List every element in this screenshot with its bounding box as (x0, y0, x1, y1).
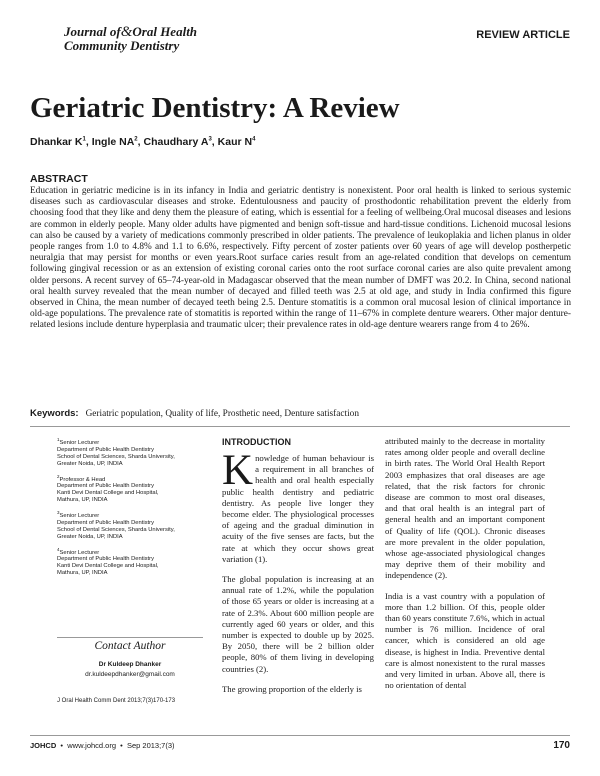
keywords-text: Geriatric population, Quality of life, Prosthetic need, Denture satisfaction (85, 409, 359, 419)
paragraph: attributed mainly to the decrease in mortality rates among older people and overall decline in birth rates. The World Oral Health Report 2003 emphasizes that oral diseases are age related, that the risk factors for chronic disease are common to most oral diseases, and that oral health is an integral part of general health and an important component of Quality of life (QOL). Chronic diseases are more prevalent in the older population, whose age-associated physiological changes may deprive them of their mobility and independence (2). (385, 436, 545, 581)
affiliation-line: School of Dental Sciences, Sharda University, (57, 526, 175, 533)
contact-heading: Contact Author (94, 640, 166, 652)
affiliation-sup: 4 (57, 546, 60, 552)
footer-issue: Sep 2013;7(3) (126, 741, 175, 750)
affiliation (57, 510, 203, 541)
journal-ampersand: & (120, 24, 133, 40)
affiliation-sup: 1 (57, 437, 60, 442)
author: Ingle NA (91, 136, 135, 148)
article-title: Geriatric Dentistry: A Review (30, 92, 400, 124)
paragraph: India is a vast country with a population of more than 1.2 billion. Of this, people older than 60 years constitute 7.6%, which in actual number is 76 million. Incidence of oral cancer, which is considered an old age disease, is highest in India. Preventive dental care is almost nonexistent to the rural masses and very limited in urban. Above all, there is no orientation of dental (385, 590, 545, 691)
journal-name-part: Journal of (64, 24, 121, 39)
affiliation-line: Department of Public Health Dentistry (57, 446, 154, 453)
paragraph: The global population is increasing at an annual rate of 1.2%, while the population of those 65 years or older is increasing at a rate of 2.3%. About 600 million people are currently aged 60 years or older, and this number is expected to double up by 2025. By 2050, there will be 2 billion older people, 80% of them living in developing countries (2). (222, 574, 374, 674)
affiliation-line: Department of Public Health Dentistry (57, 556, 154, 563)
keywords (30, 408, 575, 420)
footer: JOHCD • www.johcd.org • Sep 2013;7(3) (30, 741, 175, 750)
body-column-1 (222, 447, 374, 704)
journal-name-part: Oral Health (132, 24, 198, 39)
author: Dhankar K (30, 136, 83, 148)
affiliation (57, 437, 203, 468)
author: Chaudhary A (143, 136, 209, 148)
affiliation (57, 474, 203, 505)
affiliation-line: School of Dental Sciences, Sharda University, (57, 453, 175, 460)
affiliation-sup: 2 (57, 473, 60, 479)
citation: J Oral Health Comm Dent 2013;7(3)170-173 (57, 698, 176, 704)
affiliation-line: Department of Public Health Dentistry (57, 519, 154, 526)
affiliation-line: Kanti Devi Dental College and Hospital, (57, 490, 159, 497)
affiliation-line: Greater Noida, UP, INDIA (57, 533, 123, 540)
page-number: 170 (553, 740, 570, 751)
body-column-2 (385, 436, 545, 700)
affiliation-role: Senior Lecturer (59, 439, 100, 446)
affiliation-line: Mathura, UP, INDIA (57, 497, 108, 504)
affiliation-line: Kanti Devi Dental College and Hospital, (57, 563, 159, 570)
abstract-heading: ABSTRACT (30, 173, 88, 185)
journal-name-line2: Community Dentistry (64, 38, 180, 53)
author: Kaur N (217, 136, 253, 148)
affiliation-role: Professor & Head (59, 476, 106, 483)
author-sup: 3 (208, 136, 212, 143)
affiliation-line: Greater Noida, UP, INDIA (57, 460, 123, 467)
author-sup: 4 (252, 136, 256, 143)
affiliation-line: Department of Public Health Dentistry (57, 483, 154, 490)
drop-cap: K (222, 447, 254, 494)
author-sup: 2 (134, 136, 138, 143)
article-type: REVIEW ARTICLE (476, 29, 570, 41)
journal-logo (64, 25, 197, 53)
affiliation-sup: 3 (57, 510, 60, 516)
paragraph: The growing proportion of the elderly is (222, 683, 362, 694)
affiliation (57, 547, 203, 578)
affiliation-role: Senior Lecturer (59, 513, 100, 520)
author-list: Dhankar $K^1$, Ingle $NA^2$, Chaudhary $A^3$, Kaur $N^4$ (30, 136, 256, 148)
abstract-text: Education in geriatric medicine is in its infancy in India and geriatric dentistry is nonexistent. Poor oral health is linked to serious systemic diseases such as cardiovascular diseases and stroke. Edentulousness and paucity of prosthodontic rehabilitation prevent the elderly from choosing food that they like and deny them the pleasure of eating, which is essential for a feeling of wellbeing.Oral mucosal diseases and lesions are common in elderly people. Many older adults have pigmented and benign soft-tissue and hard-tissue conditions. Lichenoid mucosal lesions can also be caused by a variety of medications commonly prescribed in older patients. The prevalence of leukoplakia and lichen planus in older people ranges from 1.0 to 4.8% and 1.1 to 6.6%, respectively. Fifty percent of zoster patients over 60 years of age will develop postherpetic neuralgia that may persist for months or even years.Root surface caries result from an age-related condition that develops on cementum following gingival recession or as an extension of existing coronal caries onto the root surface coronal caries are also quite prevalent among older persons. A recent survey of 65–74-year-old in Madagascar observed that the mean number of DMFT was 20.2. In China, second national oral health survey revealed that the mean number of decayed and filled teeth was 2.5 at old age, and study in India confirmed this figure observed in China, the mean number of decayed teeth being 2.5. Denture stomatitis is a common oral mucosal lesion of clinical importance in old-age populations. The prevalence rate of stomatitis is reported within the range of 11–67% in complete denture wearers. Other major denture-related lesions include denture hyperplasia and traumatic ulcer; their prevalence rates in old-age denture wearers range from 4 to 26%. (30, 186, 571, 331)
intro-heading: INTRODUCTION (222, 437, 291, 447)
affiliation-role: Senior Lecturer (59, 549, 100, 556)
contact-divider (57, 637, 203, 638)
paragraph: nowledge of human behaviour is a requirement in all branches of health and oral health especially public health dentistry and pediatric dentistry. As people live longer they become elder. The physiological processes of ageing and the gradual diminution in acuity of the five senses are facts, but the rate at which they occur shows great variation (1). (222, 453, 374, 564)
affiliations (57, 437, 203, 583)
contact-name: Dr Kuldeep Dhanker (98, 661, 162, 668)
footer-journal: JOHCD (30, 741, 57, 750)
affiliation-line: Mathura, UP, INDIA (57, 570, 108, 577)
keywords-label: Keywords: (30, 408, 79, 419)
section-divider (30, 426, 570, 427)
contact-email[interactable]: dr.kuldeepdhanker@gmail.com (85, 671, 175, 678)
footer-divider (30, 735, 570, 736)
author-sup: 1 (82, 136, 86, 143)
footer-site[interactable]: www.johcd.org (67, 741, 117, 750)
